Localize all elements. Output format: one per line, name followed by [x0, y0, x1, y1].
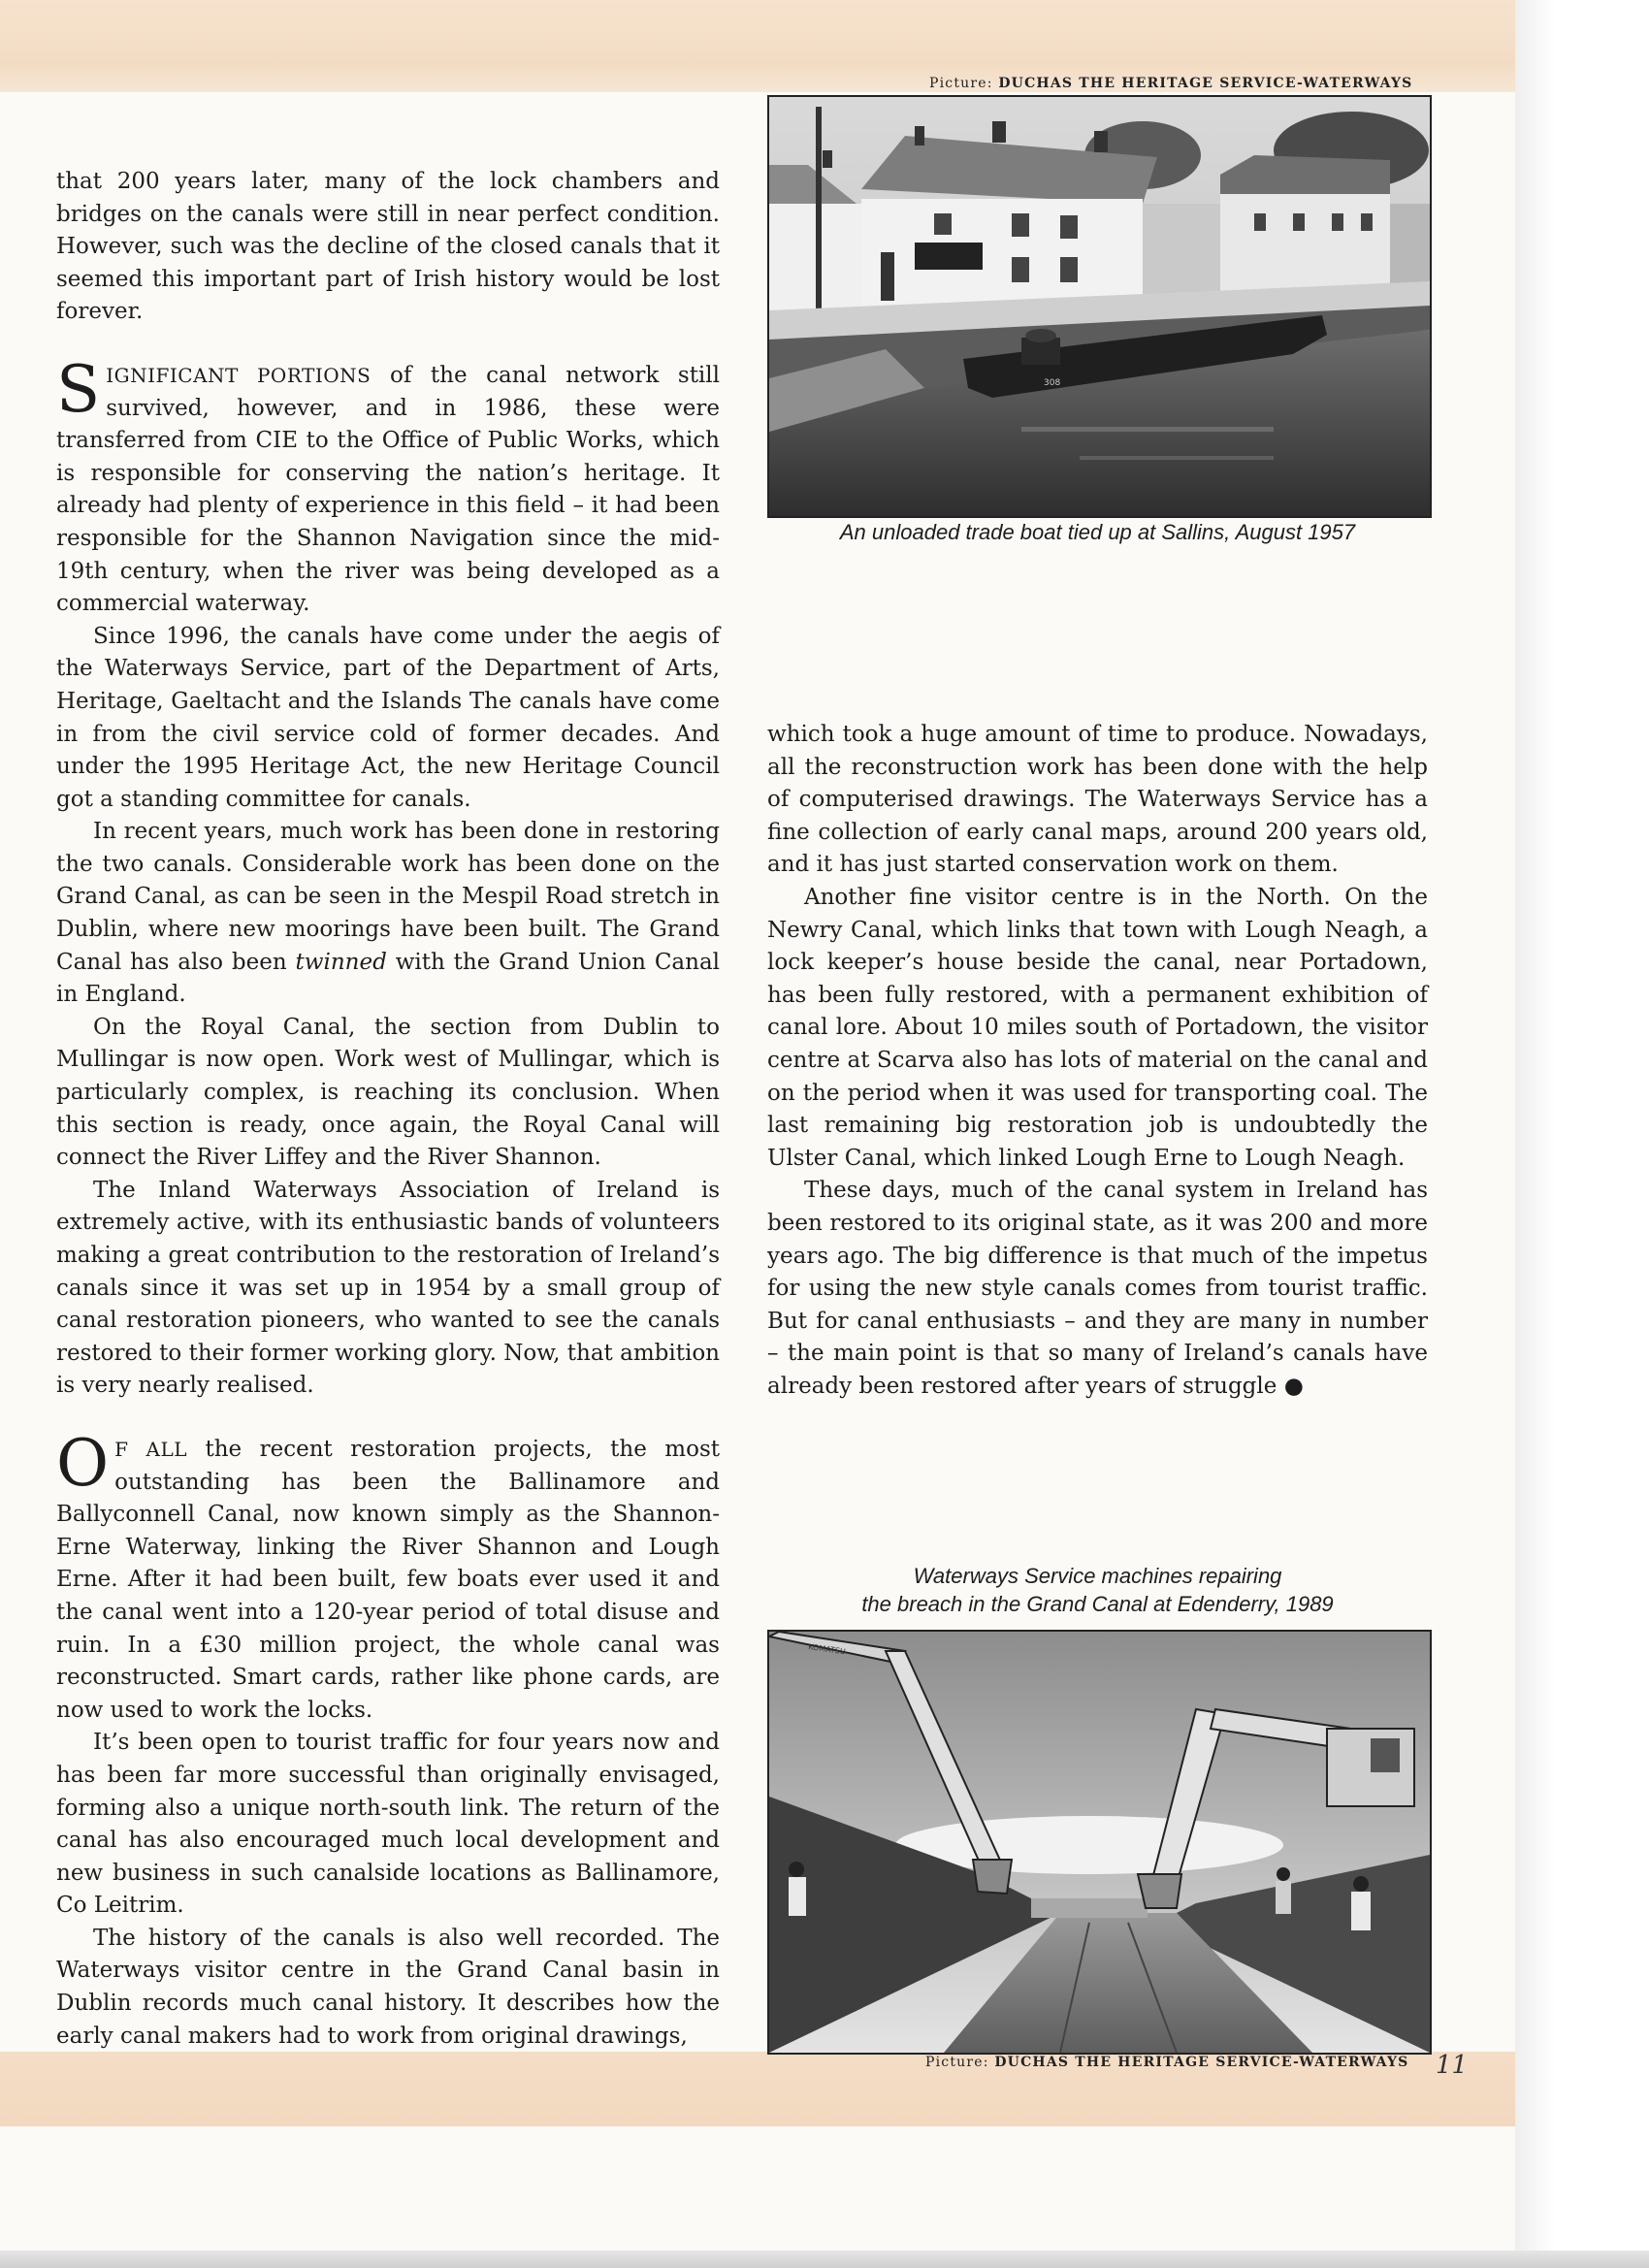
page-number: 11 — [1436, 2051, 1469, 2080]
credit-label: Picture: — [925, 2055, 989, 2070]
credit-label: Picture: — [929, 76, 993, 91]
drop-cap-o: O — [56, 1425, 110, 1501]
paragraph-royal-canal: On the Royal Canal, the section from Dublin to Mullingar is now open. Work west of Mullingar, which is particularly complex, is reaching its conclusion. When this section is ready, once again, the Royal Canal will connect the River Liffey and the River Shannon. — [56, 1014, 720, 1171]
credit-source: DUCHAS THE HERITAGE SERVICE-WATERWAYS — [994, 2055, 1409, 2070]
top-picture-credit — [929, 76, 1412, 91]
boat-number: 308 — [1044, 378, 1061, 388]
caption-bottom-line-2: the breach in the Grand Canal at Edenderry, 1989 — [861, 1592, 1334, 1616]
paragraph-significant-portions — [56, 351, 721, 621]
paragraph-visitor-centre-north: Another fine visitor centre is in the North. On the Newry Canal, which links that town with Lough Neagh, a lock keeper’s house beside the canal, near Portadown, has been fully restored, with a permanent exhibition of canal lore. About 10 miles south of Portadown, the visitor centre at Scarva also has lots of material on the canal and on the period when it was used for transporting coal. The last remaining big restoration job is undoubtedly the Ulster Canal, which linked Lough Erne to Lough Neagh. — [767, 884, 1428, 1171]
trade-boat-photo-illustration — [769, 97, 1430, 516]
scan-background-edge — [1515, 0, 1649, 2268]
paragraph-of-all — [56, 1425, 721, 1727]
drop-cap-s: S — [56, 351, 101, 427]
caption-bottom-line-1: Waterways Service machines repairing — [913, 1564, 1282, 1588]
paragraph-recent-years — [56, 816, 720, 1012]
end-mark-bullet: ● — [1283, 1373, 1304, 1399]
caption-bottom-photo — [767, 1562, 1428, 1618]
paragraph-of-all-text: the recent restoration projects, the most outstanding has been the Ballinamore and Ballyconnell Canal, now known simply as the Shannon-Erne Waterway, linking the River Shannon and Lough Erne. After it had been built, few boats ever used it and the canal went into a 120-year period of total disuse and ruin. In a £30 million project, the whole canal was reconstructed. Smart cards, rather like phone cards, are now used to work the locks. — [56, 1436, 721, 1723]
excavator-brand: KOMATSU — [807, 1642, 847, 1657]
left-text-column — [56, 166, 720, 2053]
paragraph-iwai: The Inland Waterways Association of Ireland is extremely active, with its enthusiastic bands of volunteers making a great contribution to the restoration of Ireland’s canals since it was set up in 1954 by a small group of canal restoration pioneers, who wanted to see the canals restored to their former working glory. Now, that ambition is very nearly realised. — [56, 1177, 720, 1399]
twinned-emphasis: twinned — [295, 949, 387, 975]
paragraph-since-1996: Since 1996, the canals have come under the aegis of the Waterways Service, part of the Department of Arts, Heritage, Gaeltacht and the Islands The canals have come in from the civil service cold of former decades. And under the 1995 Heritage Act, the new Heritage Council got a standing committee for canals. — [56, 623, 720, 812]
paragraph-these-days — [767, 1175, 1428, 1403]
credit-source: DUCHAS THE HERITAGE SERVICE-WATERWAYS — [998, 76, 1413, 91]
paragraph-significant-portions-text: of the canal network still survived, however, and in 1986, these were transferred from CIE to the Office of Public Works, which is responsible for conserving the nation’s heritage. It already had plenty of experience in this field – it had been responsible for the Shannon Navigation since the mid-19th century, when the river was being developed as a commercial waterway. — [56, 362, 721, 617]
paragraph-recent-years-text: In recent years, much work has been done in restoring the two canals. Considerable work has been done on the Grand Canal, as can be seen in the Mespil Road stretch in Dublin, where new moorings have been built. The Grand Canal has also been — [56, 819, 720, 975]
lead-in-small-caps: IGNIFICANT PORTIONS — [106, 363, 372, 387]
caption-top-photo: An unloaded trade boat tied up at Sallins, August 1957 — [839, 520, 1356, 544]
photo-edenderry-breach — [767, 1630, 1432, 2055]
photo-trade-boat-sallins — [767, 95, 1432, 518]
excavator-photo-illustration — [769, 1632, 1430, 2053]
scan-bottom-shadow — [0, 2251, 1649, 2268]
right-text-column — [767, 719, 1428, 1403]
lead-in-small-caps: F ALL — [114, 1437, 188, 1461]
bottom-picture-credit — [925, 2055, 1408, 2070]
paragraph-tourist-traffic: It’s been open to tourist traffic for four years now and has been far more successful than originally envisaged, forming also a unique north-south link. The return of the canal has also encouraged much local development and new business in such canalside locations as Ballinamore, Co Leitrim. — [56, 1730, 720, 1919]
paragraph-these-days-text: These days, much of the canal system in Ireland has been restored to its original state, as it was 200 and more years ago. The big difference is that much of the impetus for using the new style canals comes from tourist traffic. But for canal enthusiasts – and they are many in number – the main point is that so many of Ireland’s canals have already been restored after years of struggle — [767, 1178, 1428, 1399]
paragraph-computerised-drawings: which took a huge amount of time to produce. Nowadays, all the reconstruction work has been done with the help of computerised drawings. The Waterways Service has a fine collection of early canal maps, around 200 years old, and it has just started conservation work on them. — [767, 722, 1428, 878]
paragraph-recent-years-end: with the Grand Union Canal in England. — [56, 949, 721, 1008]
paragraph-lock-chambers: that 200 years later, many of the lock chambers and bridges on the canals were still in near perfect condition. However, such was the decline of the closed canals that it seemed this important part of Irish history would be lost forever. — [56, 169, 720, 325]
paragraph-history-recorded: The history of the canals is also well recorded. The Waterways visitor centre in the Grand Canal basin in Dublin records much canal history. It describes how the early canal makers had to work from original drawings, — [56, 1925, 720, 2049]
